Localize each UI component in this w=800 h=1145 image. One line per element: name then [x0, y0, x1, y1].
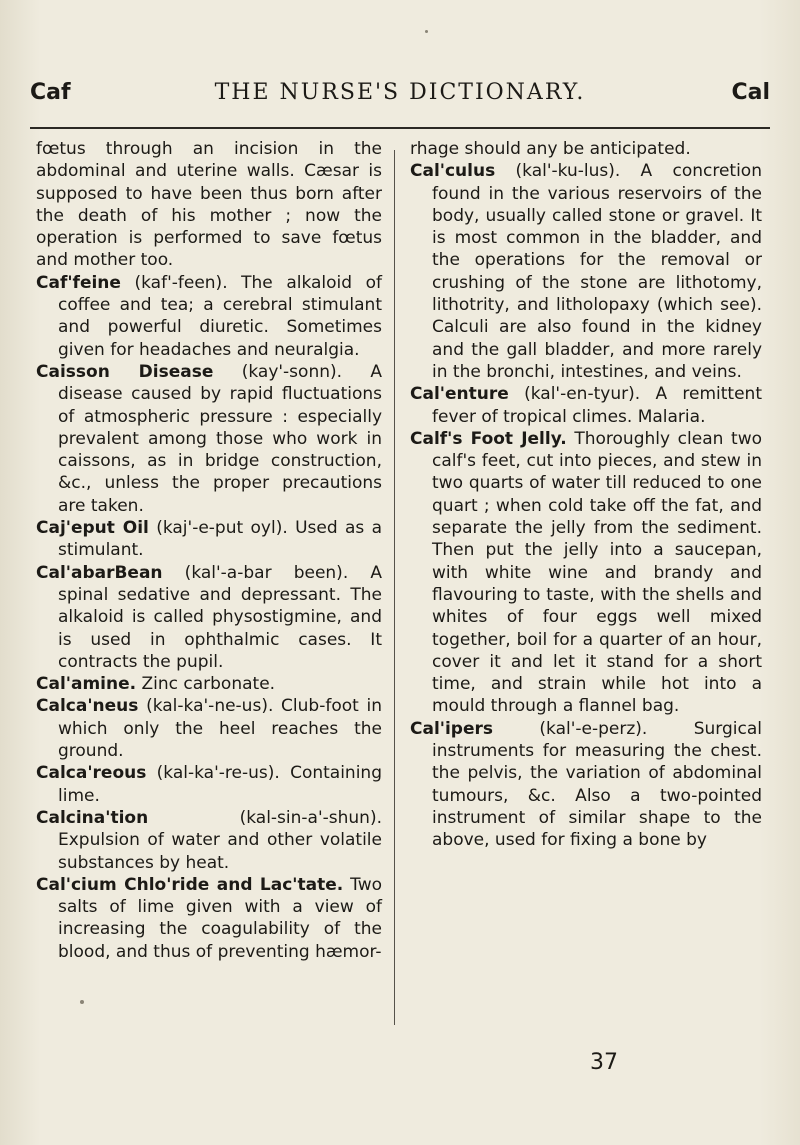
- header-rule: [30, 127, 770, 129]
- dictionary-entry: [410, 160, 762, 383]
- entry-text: (kay'-sonn). A disease caused by rapid fluctuations of atmospheric pressure : especially prevalent among those who work in caissons, as in bridge construction, &c., unless the proper precautions are taken.: [58, 361, 383, 516]
- entry-headword: Calf's Foot Jelly.: [410, 428, 567, 449]
- entry-headword: Caj'eput Oil: [36, 518, 149, 539]
- entry-headword: Cal'ipers: [410, 718, 494, 739]
- dictionary-entry: [410, 383, 762, 428]
- entry-text: (kal'-ku-lus). A concretion found in the various reservoirs of the body, usually called stone or gravel. It is most common in the bladder, and the operations for the removal or crushing of the stone are lithotomy, lithotrity, and litholopaxy (which see). Calculi are also found in the kidney and the gall bladder, and more rarely in the bronchi, intestines, and veins.: [432, 161, 762, 382]
- entry-headword: Cal'cium Chlo'ride and Lac'tate.: [36, 874, 344, 895]
- entry-headword: Caisson Disease: [36, 361, 214, 382]
- entry-text: (kaf'-feen). The alkaloid of coffee and tea; a cerebral stimulant and powerful diuretic. Sometimes given for headaches and neuralgia.: [58, 272, 382, 360]
- entry-text: rhage should any be anticipated.: [410, 139, 691, 159]
- paper-speck: [425, 30, 428, 33]
- dictionary-entry: [36, 272, 382, 361]
- entry-text: (kal-sin-a'-shun). Expulsion of water and other volatile substances by heat.: [58, 807, 382, 873]
- dictionary-entry: [36, 807, 382, 874]
- entry-headword: Caf'feine: [36, 272, 121, 293]
- entry-text: Thoroughly clean two calf's feet, cut into pieces, and stew in two quarts of water till reduced to one quart ; when cold take off the fat, and separate the jelly from the sediment. Then put the jelly into a saucepan, with white wine and brandy and flavouring to taste, with the shells and whites of four eggs well mixed together, boil for a quarter of an hour, cover it and let it stand for a short time, and strain while hot into a mould through a flannel bag.: [432, 428, 762, 717]
- dictionary-entry: [36, 138, 382, 272]
- dictionary-entry: [36, 517, 382, 562]
- entry-headword: Cal'culus: [410, 161, 496, 182]
- entry-headword: Cal'amine.: [36, 674, 137, 695]
- entry-headword: Calcina'tion: [36, 807, 149, 828]
- header-title: THE NURSE'S DICTIONARY.: [214, 80, 586, 105]
- left-column: [36, 138, 382, 963]
- paper-speck: [80, 1000, 84, 1004]
- header-left-guideword: Caf: [30, 80, 71, 105]
- entry-text: (kal'-a-bar been). A spinal sedative and depressant. The alkaloid is called physostigmine, and is used in ophthalmic cases. It contracts the pupil.: [58, 562, 382, 672]
- dictionary-entry: [36, 695, 382, 762]
- dictionary-entry: [36, 562, 382, 673]
- dictionary-entry: [36, 762, 382, 807]
- dictionary-entry: [410, 428, 762, 718]
- header-right-guideword: Cal: [731, 80, 770, 105]
- dictionary-entry: [36, 361, 382, 517]
- entry-text: (kal'-e-perz). Surgical instruments for measuring the chest. the pelvis, the variation of abdominal tumours, &c. Also a two-pointed instrument of similar shape to the above, used for fixing a bone by: [432, 718, 762, 851]
- entry-text: (kal-ka'-re-us). Containing lime.: [58, 763, 382, 806]
- dictionary-entry: [36, 673, 382, 695]
- entry-headword: Cal'abarBean: [36, 562, 163, 583]
- entry-headword: Calca'neus: [36, 696, 139, 717]
- entry-text: (kal'-en-tyur). A remittent fever of tropical climes. Malaria.: [432, 384, 762, 427]
- entry-text: (kaj'-e-put oyl). Used as a stimulant.: [58, 518, 382, 561]
- entry-headword: Cal'enture: [410, 384, 509, 405]
- entry-text: Two salts of lime given with a view of increasing the coagulability of the blood, and thus of preventing hæmor-: [58, 874, 383, 962]
- dictionary-entry: [410, 718, 762, 852]
- entry-text: Zinc carbonate.: [136, 674, 276, 695]
- entry-text: (kal-ka'-ne-us). Club-foot in which only the heel reaches the ground.: [58, 696, 382, 762]
- page-number: 37: [590, 1050, 618, 1075]
- entry-headword: Calca'reous: [36, 763, 147, 784]
- column-divider: [394, 150, 395, 1025]
- right-column: [410, 138, 762, 852]
- dictionary-entry: [36, 874, 382, 963]
- entry-text: fœtus through an incision in the abdominal and uterine walls. Cæsar is supposed to have been thus born after the death of his mother ; now the operation is performed to save fœtus and mother too.: [36, 139, 382, 271]
- running-header: [30, 80, 770, 112]
- dictionary-entry: [410, 138, 762, 160]
